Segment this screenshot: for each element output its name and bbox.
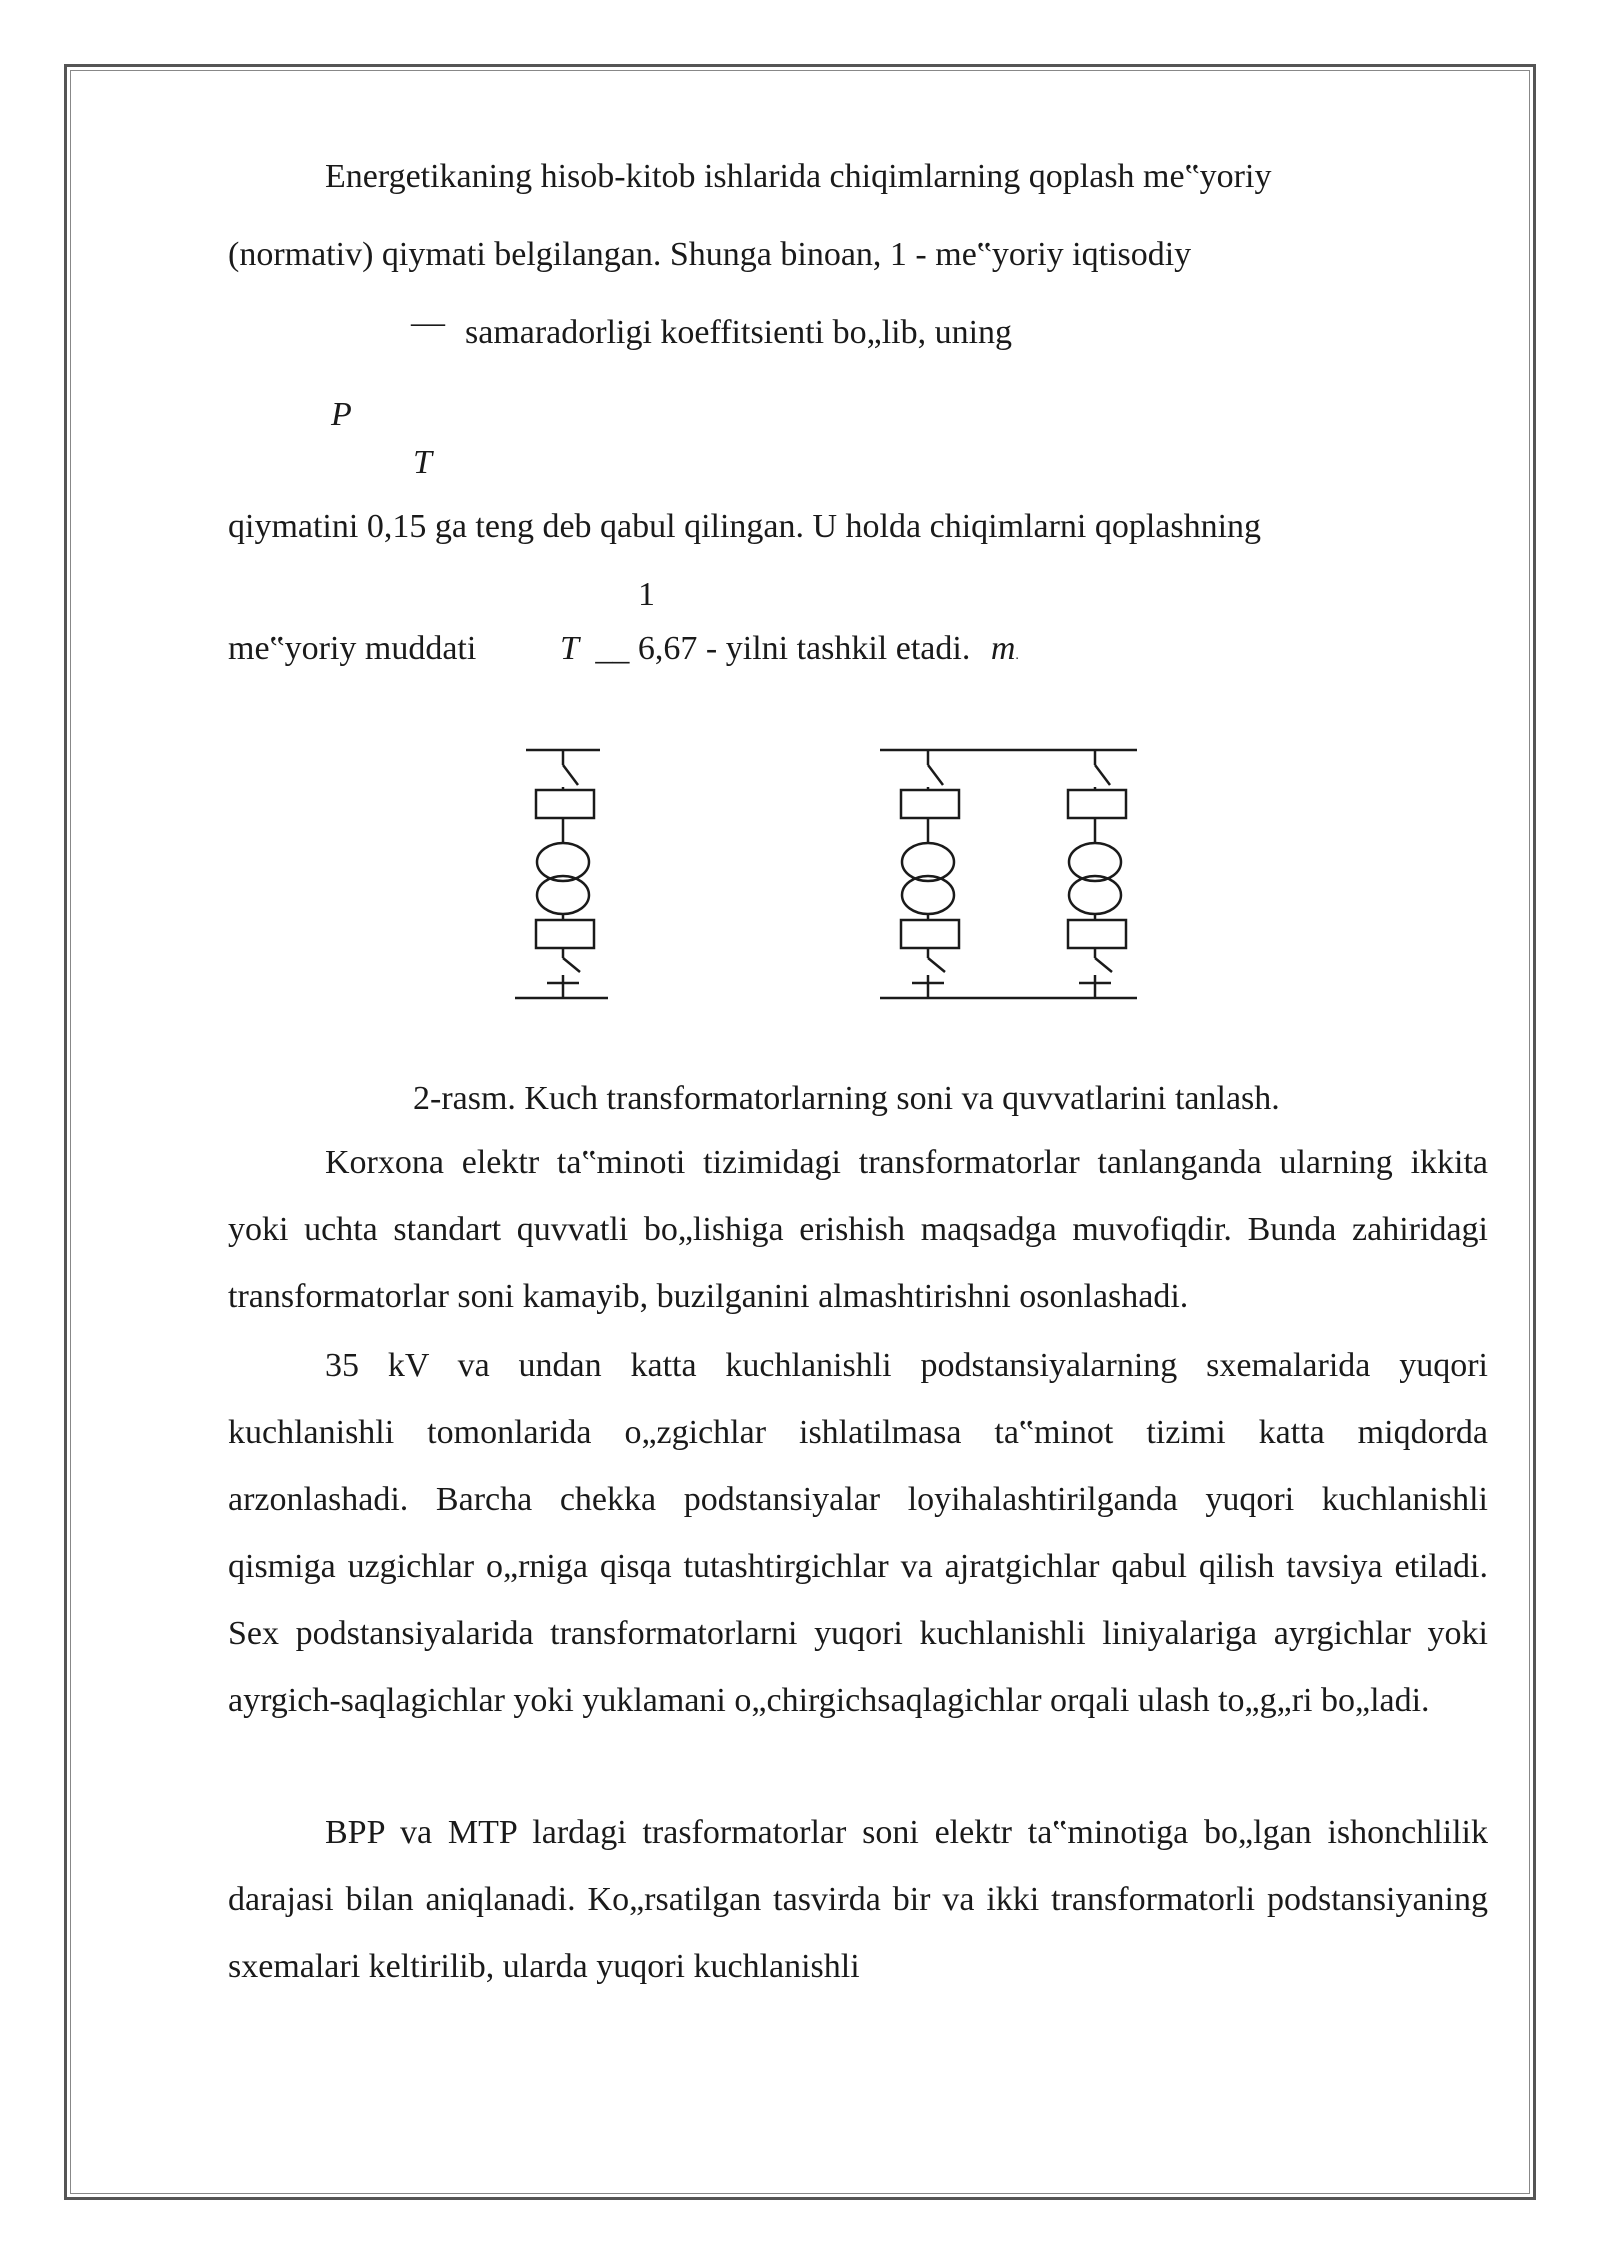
- symbol-p: P: [331, 396, 352, 433]
- symbol-m: m: [990, 630, 1016, 667]
- paragraph-2: [228, 1332, 1488, 1734]
- text-yilni: 6,67 - yilni tashkil etadi.: [637, 630, 971, 667]
- formula-period: T __ 6,67 - yilni tashkil etadi. m.: [560, 630, 1019, 667]
- text-line-6: qiymatini 0,15 ga teng deb qabul qilingan. U holda chiqimlarni qoplashning: [228, 508, 1262, 545]
- text-muddati: me‟yoriy muddati: [228, 630, 477, 667]
- symbol-t: T: [560, 630, 579, 667]
- text-line-3: samaradorligi koeffitsienti bo„lib, uning: [465, 314, 1013, 351]
- formula-symbol-t: T: [413, 444, 432, 481]
- fraction-numerator: 1: [638, 576, 655, 613]
- paragraph-1-text: Korxona elektr ta‟minoti tizimidagi transformatorlar tanlanganda ularning ikkita yoki uchta standart quvvatli bo„lishiga erishish maqsadga muvofiqdir. Bunda zahiridagi transformatorlar soni kamayib, buzilganini almashtirishni osonlashadi.: [228, 1144, 1488, 1315]
- fraction-bar: __: [595, 630, 630, 667]
- text-line-2: (normativ) qiymati belgilangan. Shunga binoan, 1 - me‟yoriy iqtisodiy: [228, 236, 1192, 273]
- double-transformer-scheme: [880, 750, 1137, 998]
- paragraph-3: [228, 1799, 1488, 2000]
- paragraph-3-text: BPP va MTP lardagi trasformatorlar soni elektr ta‟minotiga bo„lgan ishonchlilik darajasi bilan aniqlanadi. Ko„rsatilgan tasvirda bir va ikki transformatorli podstansiyaning sxemalari keltirilib, ularda yuqori kuchlanishli: [228, 1814, 1488, 1985]
- paragraph-2-text: 35 kV va undan katta kuchlanishli podstansiyalarning sxemalarida yuqori kuchlanishli tomonlarida o„zgichlar ishlatilmasa ta‟minot tizimi katta miqdorda arzonlashadi. Barcha chekka podstansiyalar loyihalashtirilganda yuqori kuchlanishli qismiga uzgichlar o„rniga qisqa tutashtirgichlar va ajratgichlar qabul qilish tavsiya etiladi. Sex podstansiyalarida transformatorlarni yuqori kuchlanishli liniyalariga ayrgichlar yoki ayrgich-saqlagichlar yoki yuklamani o„chirgichsaqlagichlar orqali ulash to„g„ri bo„ladi.: [228, 1347, 1488, 1719]
- figure-caption: 2-rasm. Kuch transformatorlarning soni va quvvatlarini tanlash.: [413, 1080, 1280, 1117]
- formula-dash: —: [411, 304, 445, 341]
- paragraph-1: [228, 1129, 1488, 1330]
- single-transformer-scheme: [515, 750, 608, 998]
- text-line-1: Energetikaning hisob-kitob ishlarida chiqimlarning qoplash me‟yoriy: [325, 158, 1272, 195]
